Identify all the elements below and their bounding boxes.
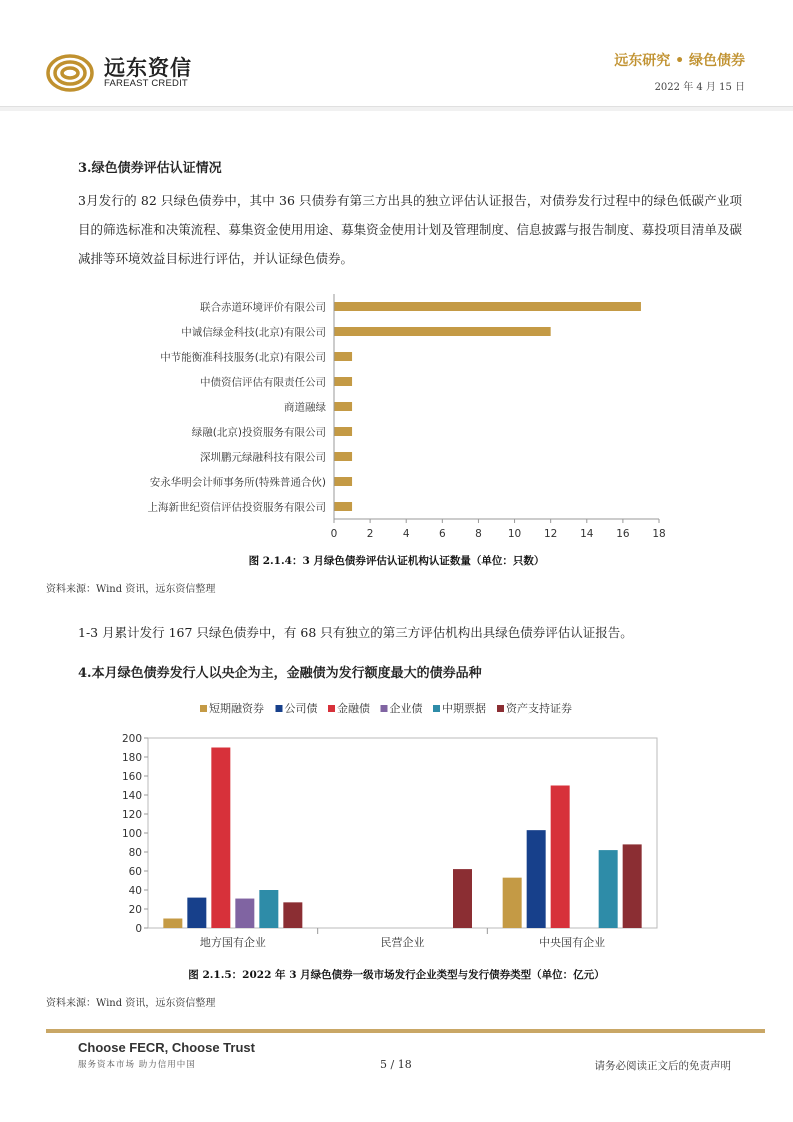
chart1-bar bbox=[334, 477, 352, 486]
chart2-bar bbox=[551, 786, 570, 929]
report-title: 远东研究 • 绿色债券 bbox=[614, 53, 745, 69]
chart2-bar bbox=[503, 878, 522, 928]
chart1-bar bbox=[334, 302, 641, 311]
chart2-bar bbox=[623, 844, 642, 928]
chart1-horizontal-bar bbox=[0, 290, 793, 540]
chart2-legend-swatch bbox=[200, 705, 207, 712]
chart1-x-tick-label: 6 bbox=[438, 528, 446, 540]
chart2-legend-swatch bbox=[276, 705, 283, 712]
chart2-legend-swatch bbox=[328, 705, 335, 712]
chart1-category-label: 中诚信绿金科技(北京)有限公司 bbox=[181, 326, 326, 339]
chart2-bar bbox=[527, 830, 546, 928]
logo-emblem-icon bbox=[46, 48, 100, 98]
header-divider bbox=[0, 106, 793, 111]
chart1-category-label: 上海新世纪资信评估投资服务有限公司 bbox=[147, 501, 326, 514]
chart2-y-tick-label: 160 bbox=[121, 771, 142, 783]
chart2-legend-swatch bbox=[433, 705, 440, 712]
chart2-legend-swatch bbox=[381, 705, 388, 712]
logo-en: FAREAST CREDIT bbox=[104, 78, 188, 89]
footer-disclaimer: 请务必阅读正文后的免责声明 bbox=[594, 1060, 731, 1072]
chart2-y-tick-label: 200 bbox=[121, 733, 142, 745]
chart2-y-tick-label: 20 bbox=[128, 904, 142, 916]
chart2-bar bbox=[235, 899, 254, 928]
chart1-x-tick-label: 0 bbox=[330, 528, 338, 540]
chart2-bar bbox=[453, 869, 472, 928]
chart1-bar bbox=[334, 452, 352, 461]
chart1-category-label: 联合赤道环境评价有限公司 bbox=[200, 301, 326, 314]
chart2-bar bbox=[599, 850, 618, 928]
chart2-grouped-bar bbox=[0, 698, 793, 960]
chart2-source: 资料来源：Wind 资讯，远东资信整理 bbox=[46, 998, 216, 1009]
chart1-category-label: 中债资信评估有限责任公司 bbox=[200, 376, 326, 389]
chart2-bar bbox=[259, 890, 278, 928]
chart2-bar bbox=[211, 748, 230, 929]
chart2-bar bbox=[163, 919, 182, 929]
chart2-legend-label: 公司债 bbox=[284, 702, 318, 715]
chart2-caption: 图 2.1.5：2022 年 3 月绿色债券一级市场发行企业类型与发行债券类型（单位：亿元） bbox=[188, 969, 605, 981]
chart2-y-tick-label: 100 bbox=[121, 828, 142, 840]
chart1-category-label: 深圳鹏元绿融科技有限公司 bbox=[200, 451, 326, 464]
chart2-y-tick-label: 0 bbox=[135, 923, 142, 935]
chart1-bar bbox=[334, 502, 352, 511]
chart1-bar bbox=[334, 327, 551, 336]
chart1-category-label: 绿融(北京)投资服务有限公司 bbox=[191, 426, 326, 439]
chart2-y-tick-label: 140 bbox=[121, 790, 142, 802]
chart1-x-tick-label: 18 bbox=[652, 528, 666, 540]
chart2-legend-label: 中期票据 bbox=[442, 702, 486, 715]
footer-divider bbox=[46, 1029, 765, 1033]
chart2-legend-label: 金融债 bbox=[337, 702, 370, 715]
chart1-x-tick-label: 14 bbox=[580, 528, 594, 540]
chart2-legend-label: 资产支持证券 bbox=[506, 702, 572, 715]
chart1-bar bbox=[334, 427, 352, 436]
chart1-category-label: 安永华明会计师事务所(特殊普通合伙) bbox=[149, 476, 326, 489]
company-logo bbox=[46, 48, 206, 98]
summary-line: 1-3 月累计发行 167 只绿色债券中，有 68 只有独立的第三方评估机构出具绿色债券评估认证报告。 bbox=[78, 625, 633, 640]
chart2-y-tick-label: 80 bbox=[128, 847, 142, 859]
section4-heading: 4.本月绿色债券发行人以央企为主，金融债为发行额度最大的债券品种 bbox=[78, 666, 482, 681]
chart2-bar bbox=[187, 898, 206, 928]
footer-tagline: 服务资本市场 助力信用中国 bbox=[78, 1060, 196, 1070]
chart1-x-tick-label: 16 bbox=[616, 528, 630, 540]
chart2-category-label: 民营企业 bbox=[380, 936, 425, 949]
chart2-legend-swatch bbox=[497, 705, 504, 712]
logo-cn: 远东资信 bbox=[104, 56, 192, 80]
chart1-category-label: 商道融绿 bbox=[284, 401, 326, 414]
chart1-x-tick-label: 2 bbox=[366, 528, 374, 540]
chart1-x-tick-label: 10 bbox=[507, 528, 522, 540]
chart2-y-tick-label: 40 bbox=[128, 885, 142, 897]
chart2-y-tick-label: 60 bbox=[128, 866, 142, 878]
chart1-caption: 图 2.1.4：3 月绿色债券评估认证机构认证数量（单位：只数） bbox=[248, 555, 545, 567]
page-number: 5 / 18 bbox=[380, 1058, 412, 1071]
chart2-y-tick-label: 180 bbox=[121, 752, 142, 764]
report-date: 2022 年 4 月 15 日 bbox=[654, 82, 745, 93]
chart1-x-tick-label: 12 bbox=[543, 528, 558, 540]
chart1-category-label: 中节能衡准科技服务(北京)有限公司 bbox=[160, 351, 326, 364]
chart1-bar bbox=[334, 352, 352, 361]
chart1-source: 资料来源：Wind 资讯，远东资信整理 bbox=[46, 584, 216, 595]
chart1-bar bbox=[334, 377, 352, 386]
chart2-category-label: 地方国有企业 bbox=[199, 936, 266, 949]
chart1-x-tick-label: 4 bbox=[402, 528, 410, 540]
chart2-category-label: 中央国有企业 bbox=[539, 936, 606, 949]
section3-paragraph: 3月发行的 82 只绿色债券中，其中 36 只债券有第三方出具的独立评估认证报告，对债券发行过程中的绿色低碳产业项目的筛选标准和决策流程、募集资金使用用途、募集资金使用计划及管理制度、信息披露与报告制度、募投项目清单及碳减排等环境效益目标进行评估，并认证绿色债券。 bbox=[78, 193, 742, 266]
footer-slogan: Choose FECR, Choose Trust bbox=[78, 1040, 255, 1055]
chart2-legend-label: 短期融资券 bbox=[209, 702, 264, 715]
section3-heading: 3.绿色债券评估认证情况 bbox=[78, 161, 222, 176]
chart1-bar bbox=[334, 402, 352, 411]
chart2-bar bbox=[283, 902, 302, 928]
chart1-x-tick-label: 8 bbox=[475, 528, 482, 540]
chart2-y-tick-label: 120 bbox=[121, 809, 142, 821]
chart2-legend-label: 企业债 bbox=[389, 702, 423, 715]
